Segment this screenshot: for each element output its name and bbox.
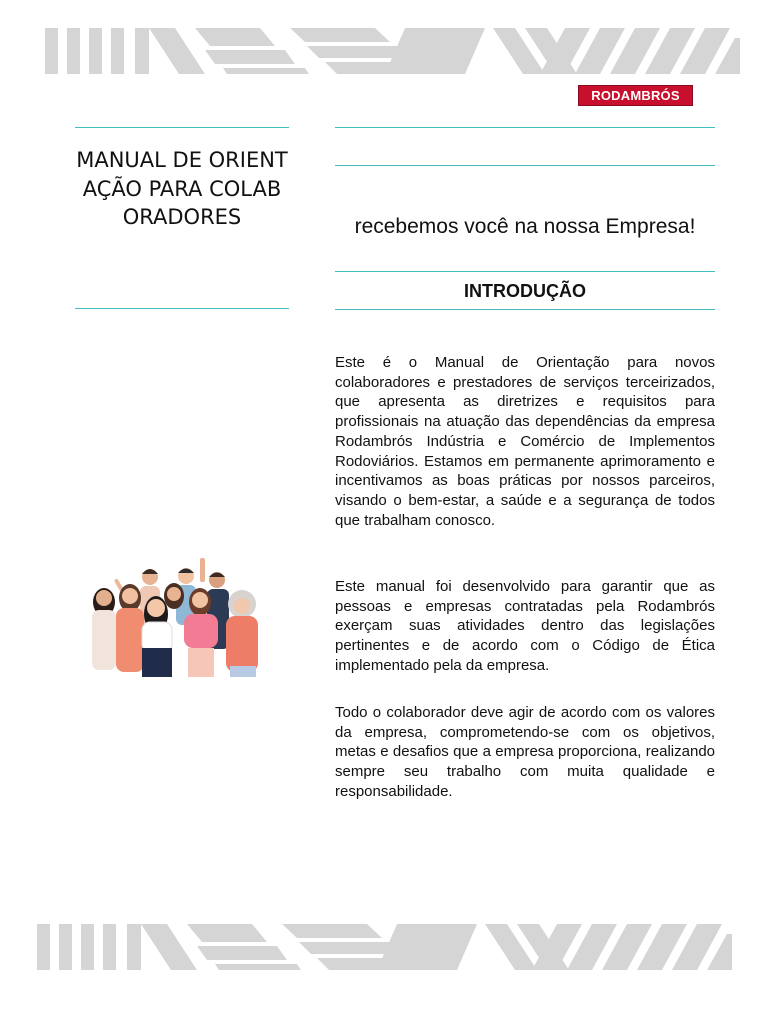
intro-paragraph: Este é o Manual de Orientação para novos colaboradores e prestadores de serviços terceirizados, que apresenta as diretrizes e requisitos para profissionais na atuação das dependências da empresa Rodambrós Indústria e Comércio de Implementos Rodoviários. Estamos em permanente aprimoramento e incentivamos as boas práticas por nossos parceiros, visando o bem-estar, a saúde e a segurança de todos que trabalham conosco. [335,354,715,529]
right-rule-1 [335,127,715,128]
title-top-rule [75,127,289,128]
right-rule-2 [335,165,715,166]
title-bottom-rule [75,308,289,309]
intro-heading: INTRODUÇÃO [464,281,586,301]
intro-paragraph: Todo o colaborador deve agir de acordo com os valores da empresa, comprometendo-se com os objetivos, metas e desafios que a empresa proporciona, realizando sempre seu trabalho com muita qualidade e responsabilidade. [335,704,715,800]
right-rule-4 [335,309,715,310]
top-stripe-banner [45,28,740,74]
bottom-stripe-banner [37,924,732,970]
right-rule-3 [335,271,715,272]
page-title: MANUAL DE ORIENTAÇÃO PARA COLABORADORES [76,148,288,229]
intro-paragraph: Este manual foi desenvolvido para garantir que as pessoas e empresas contratadas pela Rodambrós exerçam suas atividades dentro das legislações pertinentes e de acordo com o Código de Ética implementado pela da empresa. [335,578,715,674]
team-illustration [80,552,272,677]
welcome-text: recebemos você na nossa Empresa! [354,215,696,238]
rodambros-logo: RODAMBRÓS [578,85,693,106]
